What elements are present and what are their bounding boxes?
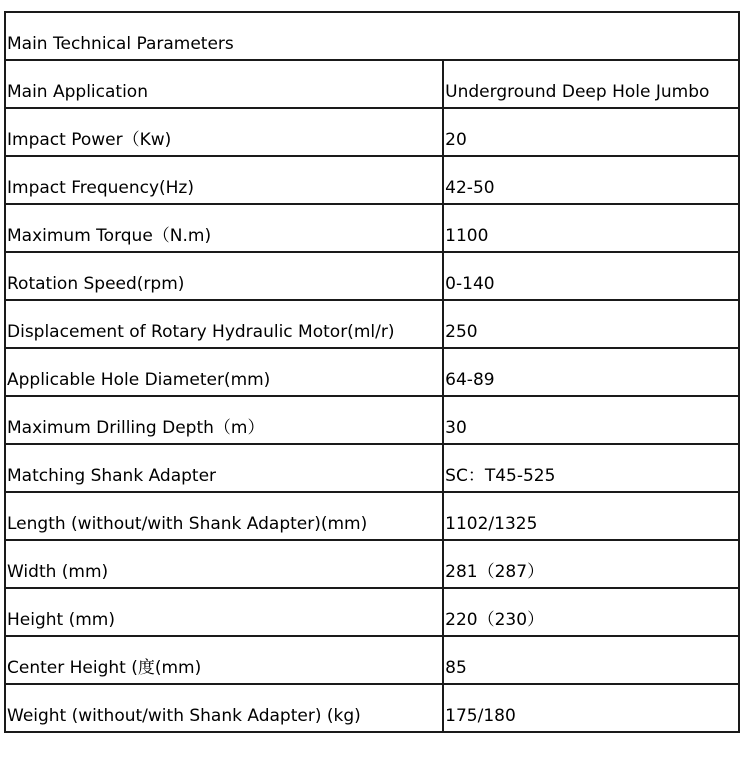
value-cell: [443, 492, 739, 540]
value-cell: [443, 60, 739, 108]
parameter-value: 0-140: [445, 274, 495, 294]
parameter-label: Width (mm): [7, 562, 109, 582]
table-row: [5, 684, 739, 732]
parameter-value: 220（230）: [445, 610, 545, 630]
parameter-value: SC：T45-525: [445, 466, 556, 486]
table-row: [5, 108, 739, 156]
value-cell: [443, 204, 739, 252]
parameter-label: Rotation Speed(rpm): [7, 274, 185, 294]
parameter-cell: [5, 684, 443, 732]
table-row: [5, 300, 739, 348]
parameter-value: 1100: [445, 226, 489, 246]
parameter-cell: [5, 636, 443, 684]
table-row: [5, 60, 739, 108]
technical-parameters-table: [4, 11, 740, 733]
parameter-cell: [5, 540, 443, 588]
parameter-value: 1102/1325: [445, 514, 538, 534]
parameter-cell: [5, 396, 443, 444]
parameter-cell: [5, 204, 443, 252]
table-row: [5, 540, 739, 588]
parameter-label: Maximum Torque（N.m): [7, 226, 212, 246]
table-row: [5, 444, 739, 492]
table-row: [5, 204, 739, 252]
parameter-cell: [5, 444, 443, 492]
parameter-label: Displacement of Rotary Hydraulic Motor(ml/r): [7, 322, 395, 342]
value-cell: [443, 588, 739, 636]
parameter-value: 42-50: [445, 178, 495, 198]
table-row: [5, 396, 739, 444]
table-row: [5, 492, 739, 540]
table-title: Main Technical Parameters: [7, 34, 234, 54]
parameter-label: Main Application: [7, 82, 148, 102]
parameter-cell: [5, 348, 443, 396]
table-row: [5, 588, 739, 636]
parameter-value: 281（287）: [445, 562, 545, 582]
value-cell: [443, 684, 739, 732]
parameter-label: Weight (without/with Shank Adapter) (kg): [7, 706, 361, 726]
value-cell: [443, 252, 739, 300]
parameter-label: Maximum Drilling Depth（m）: [7, 418, 265, 438]
value-cell: [443, 348, 739, 396]
value-cell: [443, 300, 739, 348]
parameter-cell: [5, 108, 443, 156]
parameter-cell: [5, 60, 443, 108]
value-cell: [443, 108, 739, 156]
parameter-value: 20: [445, 130, 467, 150]
value-cell: [443, 444, 739, 492]
parameter-value: 85: [445, 658, 467, 678]
parameter-cell: [5, 588, 443, 636]
parameter-label: Impact Power（Kw): [7, 130, 172, 150]
value-cell: [443, 636, 739, 684]
table-row: [5, 348, 739, 396]
parameter-cell: [5, 492, 443, 540]
parameter-value: 250: [445, 322, 478, 342]
parameter-cell: [5, 300, 443, 348]
value-cell: [443, 396, 739, 444]
parameter-cell: [5, 156, 443, 204]
parameter-value: 30: [445, 418, 467, 438]
parameter-value: Underground Deep Hole Jumbo: [445, 82, 710, 102]
table-row: [5, 636, 739, 684]
table-row: [5, 156, 739, 204]
table-title-cell: [5, 12, 739, 60]
value-cell: [443, 540, 739, 588]
parameter-label: Matching Shank Adapter: [7, 466, 217, 486]
parameter-value: 64-89: [445, 370, 495, 390]
parameter-cell: [5, 252, 443, 300]
parameter-value: 175/180: [445, 706, 516, 726]
parameter-label: Center Height (度(mm): [7, 658, 202, 678]
parameter-label: Height (mm): [7, 610, 115, 630]
table-title-row: [5, 12, 739, 60]
parameter-label: Impact Frequency(Hz): [7, 178, 194, 198]
parameter-label: Length (without/with Shank Adapter)(mm): [7, 514, 368, 534]
parameter-label: Applicable Hole Diameter(mm): [7, 370, 271, 390]
value-cell: [443, 156, 739, 204]
table-row: [5, 252, 739, 300]
